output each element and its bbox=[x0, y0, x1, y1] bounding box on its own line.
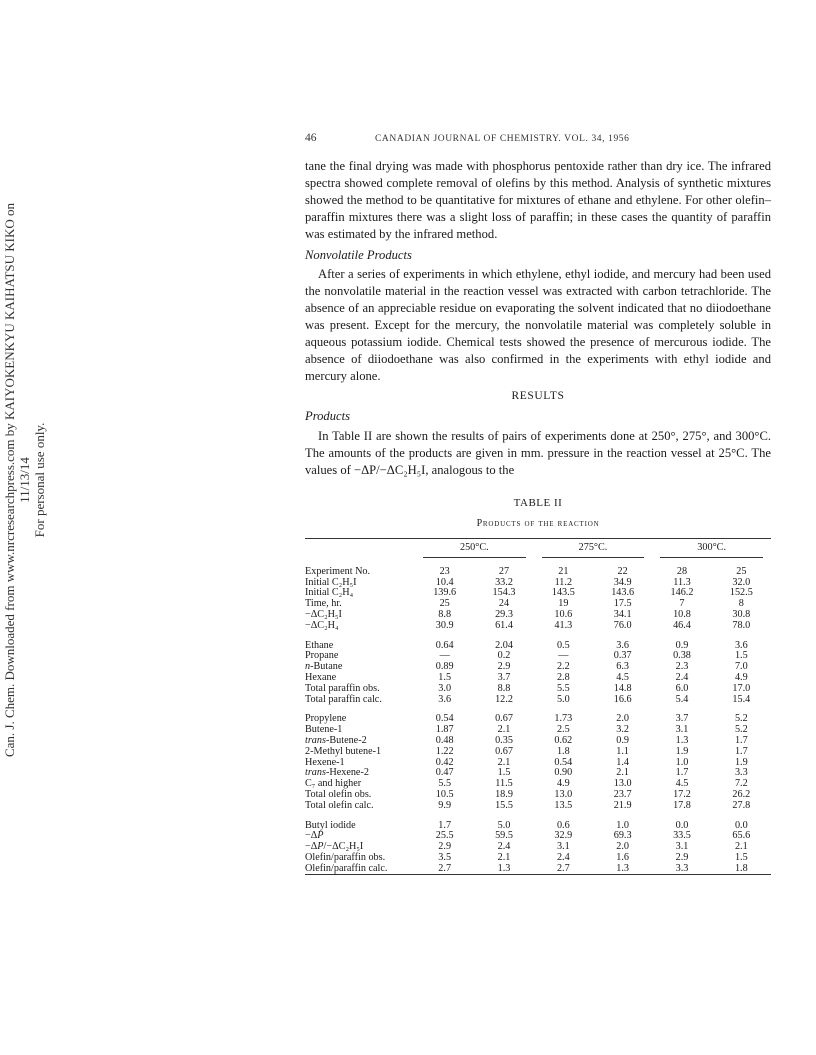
table-cell: 23.7 bbox=[613, 788, 632, 800]
table-cell: 1.8 bbox=[734, 862, 748, 874]
table-cell: 4.5 bbox=[616, 671, 630, 683]
table-cell: 6.3 bbox=[616, 661, 630, 673]
table-cell: 2.1 bbox=[497, 724, 511, 736]
download-notice-text bbox=[2, 200, 47, 760]
row-label: trans-Hexene-2 bbox=[305, 767, 369, 779]
row-label: Butyl iodide bbox=[305, 819, 356, 831]
table-cell: 17.0 bbox=[732, 682, 751, 694]
table-cell: 30.9 bbox=[435, 619, 454, 631]
download-notice bbox=[2, 200, 47, 760]
table-cell: 59.5 bbox=[495, 830, 513, 842]
table-cell: 18.9 bbox=[495, 788, 513, 800]
table-cell: 34.1 bbox=[613, 608, 632, 620]
table-cell: 2.4 bbox=[675, 671, 689, 683]
table-cell: 2.0 bbox=[616, 841, 630, 853]
table-cell: 1.1 bbox=[616, 745, 630, 757]
table-cell: 0.38 bbox=[673, 650, 691, 662]
table-row bbox=[305, 801, 771, 812]
table-cell: 2.1 bbox=[734, 841, 748, 853]
table-cell: 28 bbox=[676, 565, 688, 577]
table-body bbox=[305, 561, 771, 875]
journal-title: CANADIAN JOURNAL OF CHEMISTRY. VOL. 34, 1956 bbox=[375, 134, 630, 144]
table-cell: 22 bbox=[617, 565, 628, 577]
table-cell: 152.5 bbox=[729, 587, 753, 599]
table-cell: 5.2 bbox=[734, 724, 748, 736]
row-label: −ΔC₂H₅I bbox=[305, 608, 342, 620]
table-cell: 11.2 bbox=[554, 576, 573, 588]
table-row bbox=[305, 662, 771, 673]
group-header-250-label: 250°C. bbox=[423, 543, 526, 558]
table-cell: 0.67 bbox=[495, 745, 513, 757]
table-cell: 2.3 bbox=[675, 661, 689, 673]
table-cell: 2.9 bbox=[675, 851, 689, 863]
table-cell: 9.9 bbox=[438, 799, 452, 811]
row-label: 2-Methyl butene-1 bbox=[305, 745, 382, 757]
group-header-250 bbox=[415, 538, 534, 560]
table-cell: 8.8 bbox=[497, 682, 511, 694]
table-cell: 0.64 bbox=[435, 639, 454, 651]
table-cell: 1.0 bbox=[616, 819, 630, 831]
table-cell: 2.1 bbox=[497, 756, 511, 768]
table-caption: Products of the reaction bbox=[476, 517, 600, 529]
table-cell: 3.3 bbox=[734, 767, 748, 779]
table-cell: 17.2 bbox=[673, 788, 691, 800]
table-cell: 12.2 bbox=[495, 693, 513, 705]
table-cell: 8.8 bbox=[438, 608, 452, 620]
row-label: Butene-1 bbox=[305, 724, 343, 736]
table-cell: 10.8 bbox=[673, 608, 691, 620]
table-cell: 1.7 bbox=[734, 745, 748, 757]
table-cell: 4.5 bbox=[675, 778, 689, 790]
table-cell: 25 bbox=[736, 565, 747, 577]
table-title: TABLE II bbox=[513, 496, 563, 509]
table-cell: 1.3 bbox=[497, 862, 511, 874]
table-cell: 1.8 bbox=[556, 745, 570, 757]
table-cell: 15.5 bbox=[495, 799, 513, 811]
table-cell: 7 bbox=[679, 598, 685, 610]
table-cell: 46.4 bbox=[673, 619, 691, 631]
table-cell: 7.0 bbox=[734, 661, 748, 673]
table-cell: 29.3 bbox=[495, 608, 513, 620]
table-cell: 10.4 bbox=[435, 576, 454, 588]
table-cell: 1.73 bbox=[554, 713, 573, 725]
table-cell: 0.47 bbox=[435, 767, 454, 779]
section-gap bbox=[305, 705, 771, 714]
row-label: n-Butane bbox=[305, 661, 343, 673]
table-cell: 5.0 bbox=[497, 819, 511, 831]
row-label: Total paraffin obs. bbox=[305, 682, 380, 694]
group-header-300-label: 300°C. bbox=[660, 543, 763, 558]
table-cell: 1.7 bbox=[734, 734, 748, 746]
paragraph-drying: tane the final drying was made with phosphorus pentoxide rather than dry ice. The infrared spectra showed complete removal of olefins by this method. Analysis of synthetic mixtures showed the method to be quantitative for mixtures of ethane and ethylene. For other olefin–paraffin mixtures there was a slight loss of paraffin; in these cases the quantity of paraffin was estimated by the infrared method. bbox=[305, 159, 771, 242]
table-cell: 76.0 bbox=[613, 619, 632, 631]
table-cell: 0.54 bbox=[435, 713, 454, 725]
table-row bbox=[305, 588, 771, 599]
row-label: Time, hr. bbox=[305, 598, 342, 610]
row-label: Ethane bbox=[305, 639, 334, 651]
table-cell: — bbox=[558, 650, 569, 662]
table-cell: 1.5 bbox=[734, 650, 748, 662]
table-cell: 30.8 bbox=[732, 608, 751, 620]
table-cell: 2.1 bbox=[497, 851, 511, 863]
table-row bbox=[305, 641, 771, 652]
table-cell: 7.2 bbox=[734, 778, 748, 790]
table-cell: 146.2 bbox=[670, 587, 694, 599]
table-cell: 41.3 bbox=[554, 619, 573, 631]
table-cell: 1.6 bbox=[616, 851, 630, 863]
table-cell: 3.1 bbox=[675, 724, 689, 736]
table-cell: 3.7 bbox=[675, 713, 689, 725]
table-cell: 1.5 bbox=[497, 767, 511, 779]
table-cell: 143.5 bbox=[551, 587, 575, 599]
table-cell: 2.4 bbox=[556, 851, 570, 863]
section-gap-cell bbox=[305, 632, 771, 641]
table-cell: 3.6 bbox=[734, 639, 748, 651]
table-cell: 27.8 bbox=[732, 799, 751, 811]
row-label: Total olefin obs. bbox=[305, 788, 372, 800]
section-gap bbox=[305, 632, 771, 641]
table-row bbox=[305, 561, 771, 578]
table-cell: 2.5 bbox=[556, 724, 570, 736]
table-cell: 32.0 bbox=[732, 576, 751, 588]
group-header-275-label: 275°C. bbox=[542, 543, 645, 558]
row-label: Hexene-1 bbox=[305, 756, 345, 768]
table-cell: 65.6 bbox=[732, 830, 751, 842]
table-cell: 2.8 bbox=[556, 671, 570, 683]
table-cell: 1.3 bbox=[675, 734, 689, 746]
table-row bbox=[305, 831, 771, 842]
table-cell: 0.48 bbox=[435, 734, 454, 746]
table-cell: 17.5 bbox=[613, 598, 632, 610]
table-cell: 2.9 bbox=[497, 661, 511, 673]
table-cell: 16.6 bbox=[613, 693, 632, 705]
table-cell: 17.8 bbox=[673, 799, 691, 811]
table-cell: 0.89 bbox=[435, 661, 454, 673]
table-cell: 25.5 bbox=[435, 830, 454, 842]
table-cell: 0.54 bbox=[554, 756, 573, 768]
table-cell: 3.5 bbox=[438, 851, 452, 863]
table-cell: 1.22 bbox=[435, 745, 454, 757]
running-header bbox=[305, 130, 771, 148]
table-cell: 61.4 bbox=[495, 619, 513, 631]
table-cell: 3.6 bbox=[438, 693, 452, 705]
table-cell: 69.3 bbox=[613, 830, 632, 842]
table-row bbox=[305, 695, 771, 706]
table-cell: 2.1 bbox=[616, 767, 630, 779]
table-cell: 33.5 bbox=[673, 830, 691, 842]
table-cell: 27 bbox=[498, 565, 510, 577]
table-row bbox=[305, 599, 771, 610]
table-cell: 154.3 bbox=[492, 587, 516, 599]
table-cell: 3.2 bbox=[616, 724, 630, 736]
table-cell: 2.9 bbox=[438, 841, 452, 853]
table-cell: 0.5 bbox=[556, 639, 570, 651]
table-row bbox=[305, 864, 771, 875]
table-cell: 0.42 bbox=[435, 756, 454, 768]
table-cell: 1.3 bbox=[616, 862, 630, 874]
table-row bbox=[305, 747, 771, 758]
table-cell: 21.9 bbox=[613, 799, 632, 811]
products-table bbox=[305, 538, 771, 876]
table-cell: 2.0 bbox=[616, 713, 630, 725]
table-cell: 0.6 bbox=[556, 819, 570, 831]
table-cell: 2.4 bbox=[497, 841, 511, 853]
table-cell: 2.2 bbox=[556, 661, 570, 673]
table-cell: 5.4 bbox=[675, 693, 689, 705]
table-cell: 0.9 bbox=[616, 734, 630, 746]
table-cell: 1.87 bbox=[435, 724, 454, 736]
table-row bbox=[305, 578, 771, 589]
table-cell: 24 bbox=[498, 598, 510, 610]
table-cell: 2.04 bbox=[495, 639, 513, 651]
table-row bbox=[305, 768, 771, 779]
group-header-300 bbox=[652, 538, 771, 560]
download-notice-line-2: For personal use only. bbox=[32, 422, 47, 538]
table-cell: 33.2 bbox=[495, 576, 513, 588]
table-cell: 0.67 bbox=[495, 713, 513, 725]
table-cell: 21 bbox=[558, 565, 569, 577]
table-cell: 78.0 bbox=[732, 619, 751, 631]
table-cell: 0.2 bbox=[497, 650, 511, 662]
table-cell: — bbox=[439, 650, 450, 662]
table-cell: 13.0 bbox=[554, 788, 573, 800]
table-cell: 3.3 bbox=[675, 862, 689, 874]
paragraph-nonvolatile: After a series of experiments in which ethylene, ethyl iodide, and mercury had been used the nonvolatile material in the reaction vessel was extracted with carbon tetrachloride. The absence of an appreciable residue on evaporating the solvent indicated that no diiodoethane was present. Except for the mercury, the nonvolatile material was completely soluble in aqueous potassium iodide. Chemical tests showed the presence of mercurous iodide. The absence of diiodoethane was also confirmed in the experiments with ethyl iodide and mercury alone. bbox=[305, 266, 771, 384]
table-cell: 1.5 bbox=[438, 671, 452, 683]
table-cell: 0.0 bbox=[734, 819, 748, 831]
table-cell: 14.8 bbox=[613, 682, 632, 694]
section-gap-cell bbox=[305, 705, 771, 714]
table-cell: 8 bbox=[738, 598, 744, 610]
table-cell: 0.9 bbox=[675, 639, 689, 651]
row-label: Hexane bbox=[305, 671, 337, 683]
table-row bbox=[305, 790, 771, 801]
table-cell: 3.1 bbox=[556, 841, 570, 853]
table-cell: 1.7 bbox=[438, 819, 452, 831]
row-label: C₇ and higher bbox=[305, 778, 362, 790]
table-cell: 3.6 bbox=[616, 639, 630, 651]
table-cell: 6.0 bbox=[675, 682, 689, 694]
row-label: Olefin/paraffin obs. bbox=[305, 851, 386, 863]
table-cell: 4.9 bbox=[734, 671, 748, 683]
table-cell: 0.90 bbox=[554, 767, 573, 779]
table-row bbox=[305, 651, 771, 662]
table-cell: 3.7 bbox=[497, 671, 511, 683]
table-row bbox=[305, 621, 771, 632]
section-heading-results: RESULTS bbox=[511, 390, 565, 403]
table-cell: 1.0 bbox=[675, 756, 689, 768]
row-label: Olefin/paraffin calc. bbox=[305, 862, 388, 874]
table-corner bbox=[305, 538, 415, 560]
table-row bbox=[305, 821, 771, 832]
table-cell: 5.0 bbox=[556, 693, 570, 705]
row-label: −ΔP/−ΔC₂H₅I bbox=[305, 841, 364, 853]
subheading-products: Products bbox=[305, 409, 351, 424]
page-number: 46 bbox=[305, 132, 317, 144]
row-label: Total olefin calc. bbox=[305, 799, 374, 811]
table-cell: 139.6 bbox=[433, 587, 457, 599]
table-cell: 19 bbox=[558, 598, 569, 610]
table-cell: 32.9 bbox=[554, 830, 573, 842]
table-cell: 10.5 bbox=[435, 788, 454, 800]
table-cell: 1.7 bbox=[675, 767, 689, 779]
table-cell: 26.2 bbox=[732, 788, 751, 800]
section-gap bbox=[305, 812, 771, 821]
table-cell: 5.2 bbox=[734, 713, 748, 725]
table-cell: 0.37 bbox=[613, 650, 632, 662]
table-cell: 23 bbox=[439, 565, 450, 577]
table-row bbox=[305, 758, 771, 769]
section-gap-cell bbox=[305, 812, 771, 821]
table-row bbox=[305, 725, 771, 736]
table-cell: 34.9 bbox=[613, 576, 632, 588]
table-cell: 15.4 bbox=[732, 693, 751, 705]
row-label: Total paraffin calc. bbox=[305, 693, 382, 705]
table-cell: 10.6 bbox=[554, 608, 573, 620]
row-label: −ΔP bbox=[305, 830, 324, 842]
table-cell: 5.5 bbox=[556, 682, 570, 694]
table-cell: 2.7 bbox=[556, 862, 570, 874]
table-cell: 0.0 bbox=[675, 819, 689, 831]
table-cell: 2.7 bbox=[438, 862, 452, 874]
table-cell: 11.5 bbox=[495, 778, 513, 790]
table-row bbox=[305, 714, 771, 725]
table-cell: 25 bbox=[439, 598, 450, 610]
table-cell: 1.9 bbox=[734, 756, 748, 768]
row-label: trans-Butene-2 bbox=[305, 734, 367, 746]
journal-page bbox=[305, 130, 771, 875]
table-cell: 0.62 bbox=[554, 734, 573, 746]
table-row bbox=[305, 779, 771, 790]
table-cell: 1.9 bbox=[675, 745, 689, 757]
table-cell: 11.3 bbox=[673, 576, 691, 588]
table-cell: 4.9 bbox=[556, 778, 570, 790]
group-header-275 bbox=[534, 538, 653, 560]
table-row bbox=[305, 610, 771, 621]
row-label: Initial C₂H₄ bbox=[305, 587, 354, 599]
table-cell: 13.0 bbox=[613, 778, 632, 790]
paragraph-products: In Table II are shown the results of pairs of experiments done at 250°, 275°, and 300°C. The amounts of the products are given in mm. pressure in the reaction vessel at 25°C. The values of −ΔP/−ΔC₂H₅I, analogous to the bbox=[305, 428, 771, 477]
table-cell: 143.6 bbox=[611, 587, 635, 599]
table-cell: 5.5 bbox=[438, 778, 452, 790]
subheading-nonvolatile: Nonvolatile Products bbox=[305, 247, 412, 262]
row-label: Propane bbox=[305, 650, 339, 662]
table-cell: 13.5 bbox=[554, 799, 573, 811]
row-label: Experiment No. bbox=[305, 565, 371, 577]
row-label: Initial C₂H₅I bbox=[305, 576, 357, 588]
row-label: Propylene bbox=[305, 713, 347, 725]
table-cell: 3.0 bbox=[438, 682, 452, 694]
download-notice-line-1: Can. J. Chem. Downloaded from www.nrcresearchpress.com by KAIYOKENKYU KAIHATSU KIKO on 11/13/14 bbox=[2, 202, 32, 758]
table-cell: 1.4 bbox=[616, 756, 630, 768]
row-label: −ΔC₂H₄ bbox=[305, 619, 339, 631]
table-cell: 1.5 bbox=[734, 851, 748, 863]
table-row bbox=[305, 684, 771, 695]
table-cell: 0.35 bbox=[495, 734, 513, 746]
table-cell: 3.1 bbox=[675, 841, 689, 853]
